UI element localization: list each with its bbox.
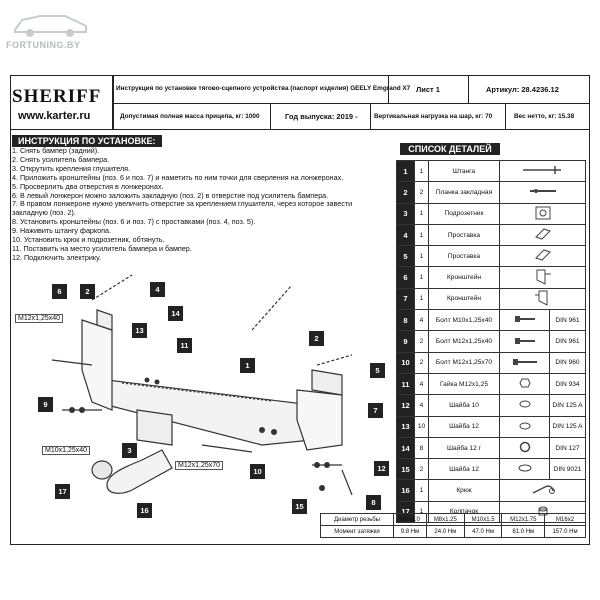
- instruction-step: 4. Приложить кронштейны (поз. 6 и поз. 7) и наметить по ним точки для сверления на лонжеронах.: [12, 172, 344, 182]
- part-number: 13: [397, 416, 415, 437]
- watermark-text: FORTUNING.BY: [6, 40, 81, 50]
- part-standard: DIN 934: [550, 373, 586, 394]
- torque-value-row: [321, 526, 586, 538]
- part-number: 11: [397, 373, 415, 394]
- parts-row: [397, 310, 586, 331]
- torque-value: 47.0 Нм: [464, 526, 502, 538]
- watermark-car-icon: [10, 6, 90, 40]
- part-drawing-icon: [500, 416, 550, 437]
- parts-row: [397, 395, 586, 416]
- label-bolt-m12x70: M12x1,25x70: [175, 461, 223, 470]
- part-number: 4: [397, 224, 415, 245]
- torque-thread-label: Диаметр резьбы: [321, 514, 394, 526]
- part-standard: DIN 125 A: [550, 395, 586, 416]
- part-name: Шайба 10: [429, 395, 500, 416]
- callout-12: 12: [374, 461, 389, 476]
- part-qty: 4: [415, 373, 429, 394]
- part-qty: 1: [415, 267, 429, 288]
- part-qty: 2: [415, 182, 429, 203]
- instruction-step: 10. Установить крюк и подрозетник, обтянуть.: [12, 235, 165, 245]
- part-number: 10: [397, 352, 415, 373]
- part-number: 9: [397, 331, 415, 352]
- instruction-step: 8. Установить кронштейны (поз. 6 и поз. 7) с проставками (поз. 4, поз. 5).: [12, 217, 256, 227]
- part-number: 12: [397, 395, 415, 416]
- part-standard: DIN 125 A: [550, 416, 586, 437]
- part-qty: 8: [415, 437, 429, 458]
- part-name: Шайба 12: [429, 459, 500, 480]
- torque-thread: M10x1.5: [464, 514, 502, 526]
- torque-thread: M12x1.75: [502, 514, 545, 526]
- part-qty: 1: [415, 203, 429, 224]
- part-drawing-icon: [500, 437, 550, 458]
- callout-13: 13: [132, 323, 147, 338]
- callout-4: 4: [150, 282, 165, 297]
- instruction-step: 9. Наживить штангу фаркопа.: [12, 226, 112, 236]
- part-name: Проставка: [429, 224, 500, 245]
- part-name: Штанга: [429, 161, 500, 182]
- parts-row: [397, 224, 586, 245]
- parts-row: [397, 373, 586, 394]
- part-number: 14: [397, 437, 415, 458]
- part-drawing-icon: [500, 182, 586, 203]
- part-qty: 2: [415, 331, 429, 352]
- part-qty: 4: [415, 395, 429, 416]
- parts-row: [397, 459, 586, 480]
- part-drawing-icon: [500, 331, 550, 352]
- part-name: Болт М12х1,25х70: [429, 352, 500, 373]
- part-standard: DIN 961: [550, 310, 586, 331]
- callout-10: 10: [250, 464, 265, 479]
- part-qty: 2: [415, 459, 429, 480]
- callout-6: 6: [52, 284, 67, 299]
- callout-5: 5: [370, 363, 385, 378]
- header-net-weight: Вес нетто, кг: 15.38: [514, 113, 575, 120]
- torque-value: 9.8 Нм: [394, 526, 427, 538]
- part-standard: DIN 127: [550, 437, 586, 458]
- part-name: Шайба 12: [429, 416, 500, 437]
- callout-14: 14: [168, 306, 183, 321]
- parts-row: [397, 437, 586, 458]
- part-number: 15: [397, 459, 415, 480]
- callout-8: 8: [366, 495, 381, 510]
- instruction-step: 5. Просверлить два отверстия в лонжеронах.: [12, 181, 164, 191]
- instruction-step: 3. Открутить крепления глушителя.: [12, 163, 131, 173]
- header-sheet: Лист 1: [416, 85, 440, 94]
- part-number: 2: [397, 182, 415, 203]
- part-qty: 1: [415, 246, 429, 267]
- header-vertical-load: Вертикальная нагрузка на шар, кг: 70: [374, 113, 493, 120]
- part-drawing-icon: [500, 459, 550, 480]
- part-name: Болт М10х1,25х40: [429, 310, 500, 331]
- callout-16: 16: [137, 503, 152, 518]
- torque-value: 157.0 Нм: [545, 526, 586, 538]
- part-drawing-icon: [500, 352, 550, 373]
- part-name: Подрозетник: [429, 203, 500, 224]
- instruction-step: 6. В левый лонжерон можно заложить закладную (поз. 2) в отверстие под усилитель бампера.: [12, 190, 329, 200]
- parts-row: [397, 182, 586, 203]
- part-number: 5: [397, 246, 415, 267]
- torque-value: 81.0 Нм: [502, 526, 545, 538]
- part-number: 3: [397, 203, 415, 224]
- label-bolt-m10x40: M10x1,25x40: [42, 446, 90, 455]
- parts-row: [397, 267, 586, 288]
- callout-15: 15: [292, 499, 307, 514]
- brand-site: www.karter.ru: [18, 110, 91, 122]
- callout-2-right: 2: [309, 331, 324, 346]
- header-max-trailer-mass: Допустимая полная масса прицепа, кг: 1000: [120, 113, 260, 120]
- header-title: Инструкция по установке тягово-сцепного устройства (паспорт изделия) GEELY Emgrand X7: [116, 85, 411, 92]
- part-standard: DIN 960: [550, 352, 586, 373]
- torque-thread: M6x1.0: [394, 514, 427, 526]
- part-number: 17: [397, 501, 415, 522]
- part-drawing-icon: [500, 395, 550, 416]
- parts-row: [397, 416, 586, 437]
- part-name: Планка закладная: [429, 182, 500, 203]
- torque-value: 24.0 Нм: [426, 526, 464, 538]
- instruction-step: 2. Снять усилитель бампера.: [12, 154, 110, 164]
- part-number: 7: [397, 288, 415, 309]
- part-drawing-icon: [500, 288, 586, 309]
- part-drawing-icon: [500, 203, 586, 224]
- part-qty: 1: [415, 501, 429, 522]
- torque-thread: M16x2: [545, 514, 586, 526]
- part-qty: 10: [415, 416, 429, 437]
- callout-7: 7: [368, 403, 383, 418]
- instruction-step: 1. Снять бампер (задний).: [12, 146, 100, 155]
- part-standard: DIN 961: [550, 331, 586, 352]
- callout-9: 9: [38, 397, 53, 412]
- part-number: 1: [397, 161, 415, 182]
- part-name: Гайка М12х1,25: [429, 373, 500, 394]
- part-number: 8: [397, 310, 415, 331]
- part-drawing-icon: [500, 246, 586, 267]
- parts-row: [397, 246, 586, 267]
- instructions-list: [12, 147, 392, 263]
- part-number: 16: [397, 480, 415, 501]
- part-name: Колпачок: [429, 501, 500, 522]
- parts-row: [397, 331, 586, 352]
- callout-1: 1: [240, 358, 255, 373]
- brand-logo: SHERIFF: [12, 86, 102, 107]
- part-drawing-icon: [500, 224, 586, 245]
- instruction-step: закладную (поз. 2).: [12, 208, 76, 218]
- part-name: Шайба 12 г: [429, 437, 500, 458]
- label-bolt-m12x40: M12x1,25x40: [15, 314, 63, 323]
- part-qty: 1: [415, 161, 429, 182]
- instruction-step: 7. В правом лонжероне нужно увеличить отверстие за креплением глушителя, через которое завести: [12, 199, 353, 209]
- header-article: Артикул: 28.4236.12: [486, 85, 559, 94]
- callout-2-left: 2: [80, 284, 95, 299]
- parts-title: СПИСОК ДЕТАЛЕЙ: [400, 143, 500, 155]
- part-drawing-icon: [500, 161, 586, 182]
- instruction-step: 11. Поставить на место усилитель бампера и бампер.: [12, 243, 192, 253]
- parts-row: [397, 203, 586, 224]
- torque-value-label: Момент затяжки: [321, 526, 394, 538]
- part-drawing-icon: [500, 373, 550, 394]
- parts-row: [397, 288, 586, 309]
- part-name: Крюк: [429, 480, 500, 501]
- callout-3: 3: [122, 443, 137, 458]
- part-drawing-icon: [500, 480, 586, 501]
- part-number: 6: [397, 267, 415, 288]
- part-name: Кронштейн: [429, 288, 500, 309]
- part-name: Болт М12х1,25х40: [429, 331, 500, 352]
- callout-11: 11: [177, 338, 192, 353]
- part-drawing-icon: [500, 310, 550, 331]
- part-qty: 1: [415, 480, 429, 501]
- part-name: Кронштейн: [429, 267, 500, 288]
- part-qty: 2: [415, 352, 429, 373]
- parts-row: [397, 161, 586, 182]
- part-standard: DIN 9021: [550, 459, 586, 480]
- header-year: Год выпуска: 2019 -: [285, 112, 358, 121]
- part-qty: 4: [415, 310, 429, 331]
- instruction-step: 12. Подключить электрику.: [12, 252, 101, 262]
- callout-17: 17: [55, 484, 70, 499]
- part-qty: 1: [415, 224, 429, 245]
- part-qty: 1: [415, 288, 429, 309]
- part-name: Проставка: [429, 246, 500, 267]
- parts-table: [396, 160, 586, 523]
- parts-row: [397, 352, 586, 373]
- part-drawing-icon: [500, 267, 586, 288]
- parts-row: [397, 480, 586, 501]
- instructions-title: ИНСТРУКЦИЯ ПО УСТАНОВКЕ:: [12, 135, 162, 147]
- torque-thread: M8x1.25: [426, 514, 464, 526]
